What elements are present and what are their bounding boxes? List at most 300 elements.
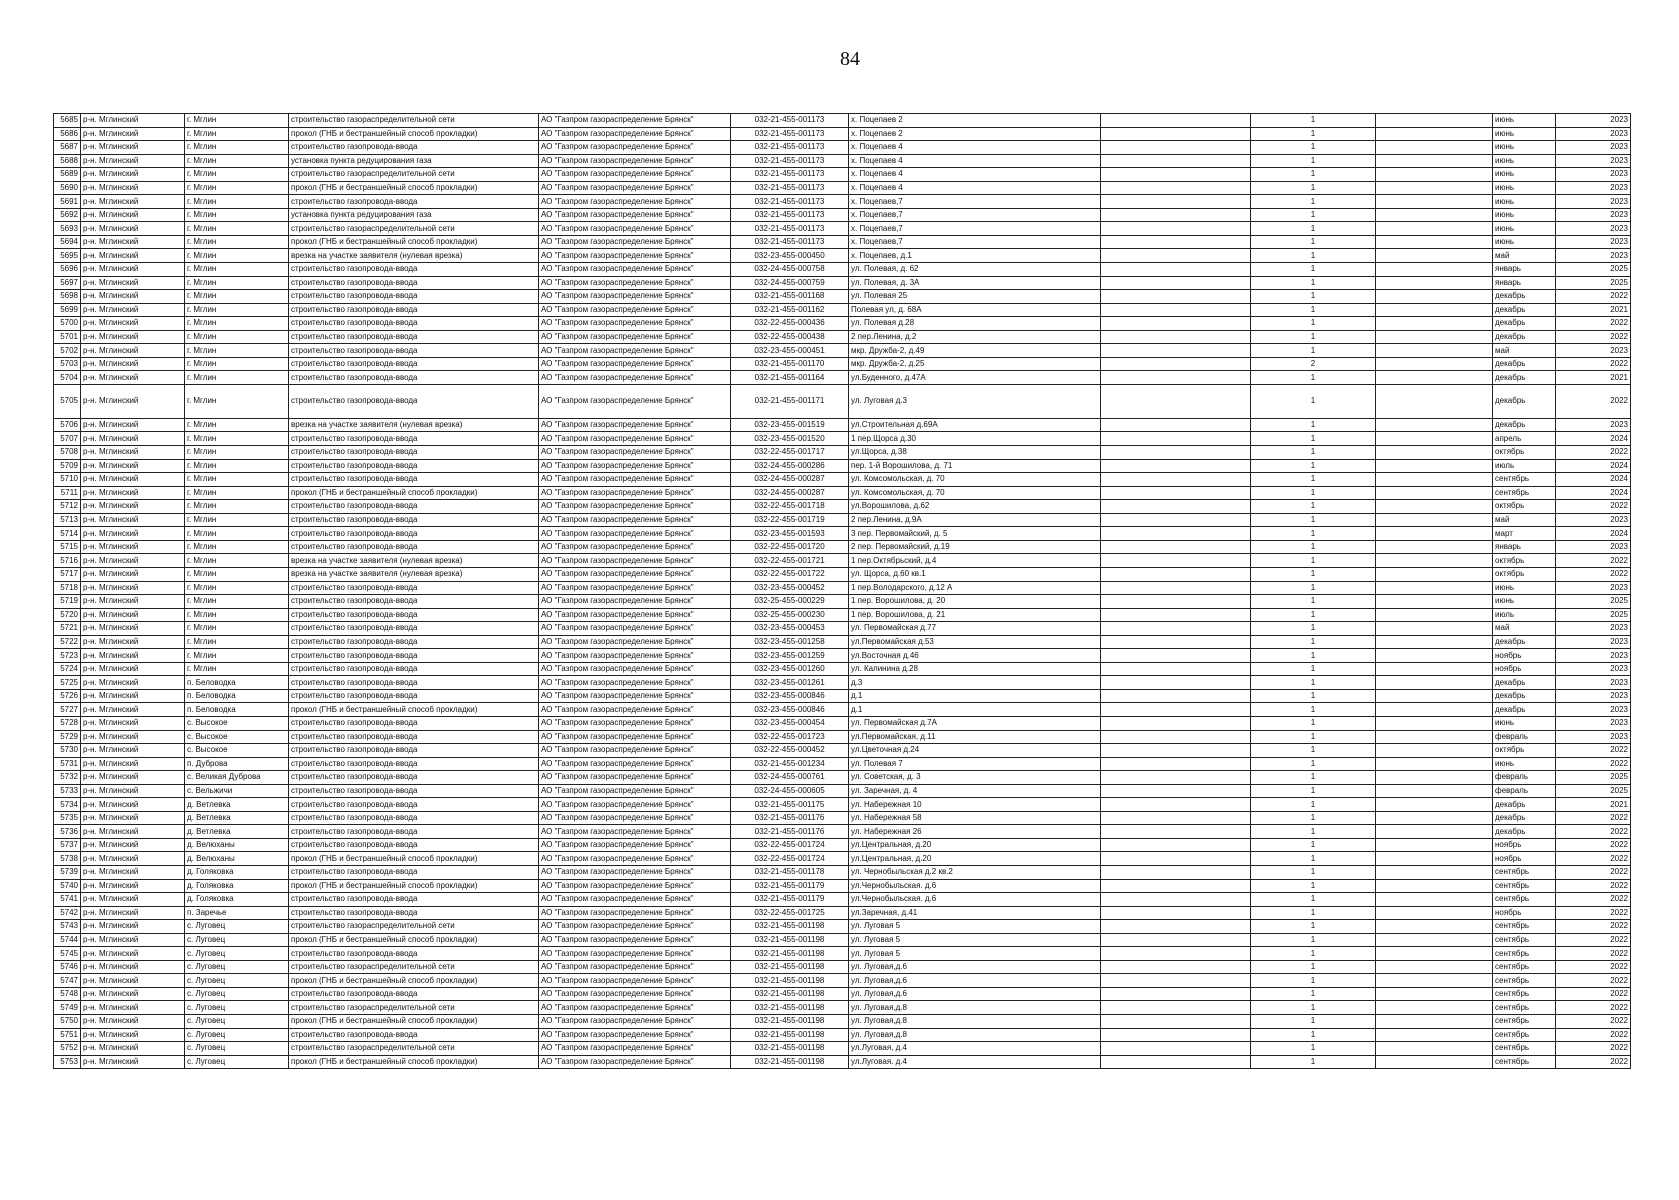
quantity-cell: 1 [1251, 303, 1376, 317]
address-cell: ул. Первомайская д.77 [849, 622, 1101, 636]
year-cell: 2023 [1556, 168, 1631, 182]
empty-cell [1101, 608, 1251, 622]
organization-cell: АО "Газпром газораспределение Брянск" [539, 703, 731, 717]
address-cell: х. Поцепаев 4 [849, 141, 1101, 155]
organization-cell: АО "Газпром газораспределение Брянск" [539, 825, 731, 839]
application-code-cell: 032-21-455-001198 [731, 1015, 849, 1029]
work-type-cell: строительство газопровода-ввода [289, 195, 539, 209]
application-code-cell: 032-23-455-001260 [731, 662, 849, 676]
month-cell: декабрь [1493, 689, 1556, 703]
month-cell: декабрь [1493, 303, 1556, 317]
year-cell: 2021 [1556, 303, 1631, 317]
locality-cell: г. Мглин [185, 154, 289, 168]
organization-cell: АО "Газпром газораспределение Брянск" [539, 730, 731, 744]
application-code-cell: 032-23-455-000846 [731, 689, 849, 703]
district-cell: р-н. Мглинский [81, 527, 185, 541]
empty-cell [1101, 744, 1251, 758]
month-cell: июнь [1493, 757, 1556, 771]
quantity-cell: 1 [1251, 486, 1376, 500]
table-row [54, 567, 1631, 581]
application-code-cell: 032-21-455-001176 [731, 825, 849, 839]
year-cell: 2023 [1556, 676, 1631, 690]
row-number-cell: 5732 [54, 771, 81, 785]
quantity-cell: 1 [1251, 459, 1376, 473]
empty-cell [1101, 303, 1251, 317]
district-cell: р-н. Мглинский [81, 744, 185, 758]
row-number-cell: 5743 [54, 920, 81, 934]
work-type-cell: строительство газопровода-ввода [289, 276, 539, 290]
locality-cell: с. Луговец [185, 933, 289, 947]
year-cell: 2023 [1556, 649, 1631, 663]
locality-cell: г. Мглин [185, 486, 289, 500]
locality-cell: с. Вельжичи [185, 784, 289, 798]
empty-cell [1101, 825, 1251, 839]
locality-cell: г. Мглин [185, 330, 289, 344]
empty-cell [1376, 127, 1493, 141]
district-cell: р-н. Мглинский [81, 317, 185, 331]
year-cell: 2022 [1556, 947, 1631, 961]
quantity-cell: 1 [1251, 1001, 1376, 1015]
empty-cell [1376, 893, 1493, 907]
row-number-cell: 5741 [54, 893, 81, 907]
quantity-cell: 1 [1251, 317, 1376, 331]
application-code-cell: 032-21-455-001173 [731, 235, 849, 249]
quantity-cell: 1 [1251, 933, 1376, 947]
row-number-cell: 5713 [54, 513, 81, 527]
empty-cell [1101, 757, 1251, 771]
application-code-cell: 032-23-455-000846 [731, 703, 849, 717]
address-cell: ул.Чернобыльская. д.6 [849, 879, 1101, 893]
locality-cell: п. Беловодка [185, 703, 289, 717]
table-row [54, 703, 1631, 717]
month-cell: июнь [1493, 595, 1556, 609]
month-cell: декабрь [1493, 811, 1556, 825]
row-number-cell: 5697 [54, 276, 81, 290]
application-code-cell: 032-21-455-001198 [731, 1055, 849, 1069]
quantity-cell: 1 [1251, 567, 1376, 581]
organization-cell: АО "Газпром газораспределение Брянск" [539, 1028, 731, 1042]
month-cell: ноябрь [1493, 906, 1556, 920]
quantity-cell: 1 [1251, 1028, 1376, 1042]
empty-cell [1101, 960, 1251, 974]
district-cell: р-н. Мглинский [81, 689, 185, 703]
organization-cell: АО "Газпром газораспределение Брянск" [539, 811, 731, 825]
table-row [54, 838, 1631, 852]
quantity-cell: 1 [1251, 527, 1376, 541]
row-number-cell: 5736 [54, 825, 81, 839]
table-row [54, 127, 1631, 141]
empty-cell [1376, 249, 1493, 263]
empty-cell [1376, 473, 1493, 487]
empty-cell [1101, 384, 1251, 418]
organization-cell: АО "Газпром газораспределение Брянск" [539, 500, 731, 514]
application-code-cell: 032-21-455-001164 [731, 371, 849, 385]
empty-cell [1376, 798, 1493, 812]
application-code-cell: 032-22-455-001720 [731, 540, 849, 554]
table-row [54, 933, 1631, 947]
application-code-cell: 032-21-455-001198 [731, 920, 849, 934]
district-cell: р-н. Мглинский [81, 473, 185, 487]
locality-cell: с. Высокое [185, 716, 289, 730]
application-code-cell: 032-21-455-001171 [731, 384, 849, 418]
application-code-cell: 032-22-455-001724 [731, 838, 849, 852]
table-row [54, 920, 1631, 934]
month-cell: декабрь [1493, 357, 1556, 371]
application-code-cell: 032-21-455-001234 [731, 757, 849, 771]
month-cell: декабрь [1493, 825, 1556, 839]
work-type-cell: строительство газопровода-ввода [289, 947, 539, 961]
row-number-cell: 5710 [54, 473, 81, 487]
empty-cell [1376, 303, 1493, 317]
month-cell: июнь [1493, 127, 1556, 141]
work-type-cell: прокол (ГНБ и бестраншейный способ прокладки) [289, 933, 539, 947]
application-code-cell: 032-21-455-001173 [731, 168, 849, 182]
address-cell: 2 пер. Первомайский, д.19 [849, 540, 1101, 554]
table-row [54, 662, 1631, 676]
table-row [54, 987, 1631, 1001]
table-row [54, 513, 1631, 527]
year-cell: 2024 [1556, 432, 1631, 446]
row-number-cell: 5724 [54, 662, 81, 676]
empty-cell [1101, 798, 1251, 812]
empty-cell [1376, 344, 1493, 358]
district-cell: р-н. Мглинский [81, 154, 185, 168]
organization-cell: АО "Газпром газораспределение Брянск" [539, 181, 731, 195]
month-cell: сентябрь [1493, 1001, 1556, 1015]
quantity-cell: 1 [1251, 114, 1376, 128]
address-cell: ул.Буденного, д.47А [849, 371, 1101, 385]
year-cell: 2023 [1556, 344, 1631, 358]
locality-cell: г. Мглин [185, 168, 289, 182]
application-code-cell: 032-24-455-000761 [731, 771, 849, 785]
locality-cell: г. Мглин [185, 554, 289, 568]
empty-cell [1376, 317, 1493, 331]
table-row [54, 486, 1631, 500]
month-cell: сентябрь [1493, 1015, 1556, 1029]
address-cell: 2 пер.Ленина, д.9А [849, 513, 1101, 527]
empty-cell [1101, 893, 1251, 907]
empty-cell [1376, 811, 1493, 825]
year-cell: 2023 [1556, 127, 1631, 141]
address-cell: ул. Луговая,д.6 [849, 974, 1101, 988]
work-type-cell: строительство газопровода-ввода [289, 473, 539, 487]
work-type-cell: строительство газопровода-ввода [289, 811, 539, 825]
work-type-cell: строительство газопровода-ввода [289, 303, 539, 317]
locality-cell: г. Мглин [185, 303, 289, 317]
year-cell: 2023 [1556, 662, 1631, 676]
locality-cell: с. Луговец [185, 960, 289, 974]
year-cell: 2022 [1556, 974, 1631, 988]
table-row [54, 622, 1631, 636]
empty-cell [1376, 371, 1493, 385]
year-cell: 2022 [1556, 852, 1631, 866]
empty-cell [1376, 716, 1493, 730]
month-cell: июнь [1493, 195, 1556, 209]
organization-cell: АО "Газпром газораспределение Брянск" [539, 595, 731, 609]
empty-cell [1376, 974, 1493, 988]
table-row [54, 608, 1631, 622]
application-code-cell: 032-21-455-001162 [731, 303, 849, 317]
year-cell: 2022 [1556, 384, 1631, 418]
work-type-cell: прокол (ГНБ и бестраншейный способ прокладки) [289, 974, 539, 988]
work-type-cell: строительство газопровода-ввода [289, 893, 539, 907]
empty-cell [1376, 608, 1493, 622]
empty-cell [1101, 500, 1251, 514]
empty-cell [1101, 662, 1251, 676]
empty-cell [1376, 662, 1493, 676]
row-number-cell: 5708 [54, 446, 81, 460]
organization-cell: АО "Газпром газораспределение Брянск" [539, 1001, 731, 1015]
year-cell: 2025 [1556, 771, 1631, 785]
locality-cell: с. Луговец [185, 947, 289, 961]
empty-cell [1376, 418, 1493, 432]
empty-cell [1101, 168, 1251, 182]
district-cell: р-н. Мглинский [81, 703, 185, 717]
month-cell: сентябрь [1493, 947, 1556, 961]
address-cell: пер. 1-й Ворошилова, д. 71 [849, 459, 1101, 473]
work-type-cell: строительство газопровода-ввода [289, 635, 539, 649]
year-cell: 2024 [1556, 473, 1631, 487]
month-cell: май [1493, 622, 1556, 636]
empty-cell [1376, 676, 1493, 690]
locality-cell: г. Мглин [185, 635, 289, 649]
locality-cell: г. Мглин [185, 384, 289, 418]
row-number-cell: 5703 [54, 357, 81, 371]
district-cell: р-н. Мглинский [81, 987, 185, 1001]
empty-cell [1376, 920, 1493, 934]
locality-cell: г. Мглин [185, 263, 289, 277]
address-cell: ул. Луговая,д.8 [849, 1001, 1101, 1015]
application-code-cell: 032-25-455-000230 [731, 608, 849, 622]
organization-cell: АО "Газпром газораспределение Брянск" [539, 114, 731, 128]
application-code-cell: 032-23-455-001259 [731, 649, 849, 663]
application-code-cell: 032-22-455-001717 [731, 446, 849, 460]
district-cell: р-н. Мглинский [81, 1042, 185, 1056]
year-cell: 2022 [1556, 825, 1631, 839]
empty-cell [1376, 235, 1493, 249]
application-code-cell: 032-21-455-001173 [731, 127, 849, 141]
application-code-cell: 032-22-455-001723 [731, 730, 849, 744]
empty-cell [1376, 154, 1493, 168]
address-cell: х. Поцепаев 4 [849, 181, 1101, 195]
table-row [54, 1055, 1631, 1069]
organization-cell: АО "Газпром газораспределение Брянск" [539, 567, 731, 581]
table-row [54, 141, 1631, 155]
empty-cell [1376, 581, 1493, 595]
locality-cell: д. Ветлевка [185, 798, 289, 812]
quantity-cell: 1 [1251, 446, 1376, 460]
empty-cell [1101, 852, 1251, 866]
work-type-cell: строительство газопровода-ввода [289, 1028, 539, 1042]
application-code-cell: 032-22-455-001721 [731, 554, 849, 568]
locality-cell: г. Мглин [185, 276, 289, 290]
locality-cell: п. Беловодка [185, 676, 289, 690]
district-cell: р-н. Мглинский [81, 540, 185, 554]
table-row [54, 222, 1631, 236]
table-row [54, 635, 1631, 649]
month-cell: сентябрь [1493, 879, 1556, 893]
month-cell: июнь [1493, 222, 1556, 236]
locality-cell: г. Мглин [185, 500, 289, 514]
table-row [54, 303, 1631, 317]
month-cell: март [1493, 527, 1556, 541]
empty-cell [1101, 432, 1251, 446]
month-cell: май [1493, 249, 1556, 263]
application-code-cell: 032-21-455-001173 [731, 181, 849, 195]
table-row [54, 716, 1631, 730]
month-cell: январь [1493, 263, 1556, 277]
work-type-cell: врезка на участке заявителя (нулевая врезка) [289, 567, 539, 581]
month-cell: октябрь [1493, 567, 1556, 581]
row-number-cell: 5718 [54, 581, 81, 595]
year-cell: 2023 [1556, 181, 1631, 195]
work-type-cell: строительство газопровода-ввода [289, 771, 539, 785]
address-cell: ул. Луговая,д.6 [849, 987, 1101, 1001]
quantity-cell: 1 [1251, 730, 1376, 744]
address-cell: ул. Луговая,д.8 [849, 1015, 1101, 1029]
empty-cell [1101, 622, 1251, 636]
application-code-cell: 032-25-455-000229 [731, 595, 849, 609]
empty-cell [1376, 181, 1493, 195]
application-code-cell: 032-24-455-000605 [731, 784, 849, 798]
district-cell: р-н. Мглинский [81, 893, 185, 907]
work-type-cell: врезка на участке заявителя (нулевая врезка) [289, 249, 539, 263]
locality-cell: г. Мглин [185, 540, 289, 554]
year-cell: 2025 [1556, 608, 1631, 622]
month-cell: ноябрь [1493, 649, 1556, 663]
year-cell: 2022 [1556, 811, 1631, 825]
address-cell: 1 пер. Ворошилова, д. 20 [849, 595, 1101, 609]
work-type-cell: строительство газораспределительной сети [289, 222, 539, 236]
district-cell: р-н. Мглинский [81, 500, 185, 514]
year-cell: 2022 [1556, 554, 1631, 568]
district-cell: р-н. Мглинский [81, 1055, 185, 1069]
year-cell: 2022 [1556, 744, 1631, 758]
row-number-cell: 5720 [54, 608, 81, 622]
address-cell: ул. Щорса, д.60 кв.1 [849, 567, 1101, 581]
organization-cell: АО "Газпром газораспределение Брянск" [539, 744, 731, 758]
empty-cell [1376, 1042, 1493, 1056]
row-number-cell: 5696 [54, 263, 81, 277]
district-cell: р-н. Мглинский [81, 263, 185, 277]
month-cell: февраль [1493, 730, 1556, 744]
address-cell: ул.Первомайская, д.11 [849, 730, 1101, 744]
district-cell: р-н. Мглинский [81, 716, 185, 730]
row-number-cell: 5688 [54, 154, 81, 168]
work-type-cell: строительство газопровода-ввода [289, 595, 539, 609]
district-cell: р-н. Мглинский [81, 554, 185, 568]
organization-cell: АО "Газпром газораспределение Брянск" [539, 987, 731, 1001]
month-cell: июнь [1493, 168, 1556, 182]
row-number-cell: 5731 [54, 757, 81, 771]
organization-cell: АО "Газпром газораспределение Брянск" [539, 154, 731, 168]
quantity-cell: 1 [1251, 290, 1376, 304]
quantity-cell: 1 [1251, 879, 1376, 893]
work-type-cell: строительство газопровода-ввода [289, 290, 539, 304]
district-cell: р-н. Мглинский [81, 635, 185, 649]
district-cell: р-н. Мглинский [81, 127, 185, 141]
empty-cell [1376, 141, 1493, 155]
month-cell: декабрь [1493, 418, 1556, 432]
row-number-cell: 5725 [54, 676, 81, 690]
work-type-cell: строительство газопровода-ввода [289, 608, 539, 622]
address-cell: ул. Полевая 25 [849, 290, 1101, 304]
empty-cell [1101, 371, 1251, 385]
empty-cell [1376, 446, 1493, 460]
empty-cell [1376, 838, 1493, 852]
application-code-cell: 032-21-455-001175 [731, 798, 849, 812]
table-row [54, 317, 1631, 331]
address-cell: ул. Набережная 26 [849, 825, 1101, 839]
organization-cell: АО "Газпром газораспределение Брянск" [539, 947, 731, 961]
locality-cell: г. Мглин [185, 581, 289, 595]
empty-cell [1376, 432, 1493, 446]
month-cell: декабрь [1493, 371, 1556, 385]
address-cell: ул.Центральная, д.20 [849, 838, 1101, 852]
year-cell: 2024 [1556, 527, 1631, 541]
row-number-cell: 5719 [54, 595, 81, 609]
empty-cell [1101, 676, 1251, 690]
organization-cell: АО "Газпром газораспределение Брянск" [539, 371, 731, 385]
year-cell: 2024 [1556, 459, 1631, 473]
organization-cell: АО "Газпром газораспределение Брянск" [539, 716, 731, 730]
address-cell: ул.Восточная д.46 [849, 649, 1101, 663]
empty-cell [1101, 635, 1251, 649]
work-type-cell: строительство газопровода-ввода [289, 825, 539, 839]
locality-cell: с. Луговец [185, 1001, 289, 1015]
row-number-cell: 5739 [54, 865, 81, 879]
empty-cell [1101, 473, 1251, 487]
district-cell: р-н. Мглинский [81, 567, 185, 581]
empty-cell [1376, 459, 1493, 473]
table-row [54, 235, 1631, 249]
locality-cell: г. Мглин [185, 127, 289, 141]
work-type-cell: прокол (ГНБ и бестраншейный способ прокладки) [289, 235, 539, 249]
organization-cell: АО "Газпром газораспределение Брянск" [539, 893, 731, 907]
organization-cell: АО "Газпром газораспределение Брянск" [539, 459, 731, 473]
quantity-cell: 1 [1251, 222, 1376, 236]
application-code-cell: 032-21-455-001198 [731, 974, 849, 988]
work-type-cell: строительство газопровода-ввода [289, 798, 539, 812]
organization-cell: АО "Газпром газораспределение Брянск" [539, 222, 731, 236]
empty-cell [1376, 554, 1493, 568]
year-cell: 2021 [1556, 798, 1631, 812]
quantity-cell: 1 [1251, 418, 1376, 432]
empty-cell [1101, 689, 1251, 703]
row-number-cell: 5714 [54, 527, 81, 541]
empty-cell [1376, 649, 1493, 663]
organization-cell: АО "Газпром газораспределение Брянск" [539, 622, 731, 636]
year-cell: 2023 [1556, 154, 1631, 168]
year-cell: 2023 [1556, 622, 1631, 636]
table-row [54, 730, 1631, 744]
row-number-cell: 5753 [54, 1055, 81, 1069]
month-cell: декабрь [1493, 798, 1556, 812]
row-number-cell: 5698 [54, 290, 81, 304]
district-cell: р-н. Мглинский [81, 486, 185, 500]
row-number-cell: 5747 [54, 974, 81, 988]
application-code-cell: 032-23-455-000451 [731, 344, 849, 358]
table-row [54, 168, 1631, 182]
month-cell: октябрь [1493, 554, 1556, 568]
row-number-cell: 5700 [54, 317, 81, 331]
empty-cell [1101, 235, 1251, 249]
quantity-cell: 1 [1251, 141, 1376, 155]
quantity-cell: 1 [1251, 893, 1376, 907]
application-code-cell: 032-21-455-001179 [731, 879, 849, 893]
empty-cell [1376, 784, 1493, 798]
empty-cell [1101, 317, 1251, 331]
